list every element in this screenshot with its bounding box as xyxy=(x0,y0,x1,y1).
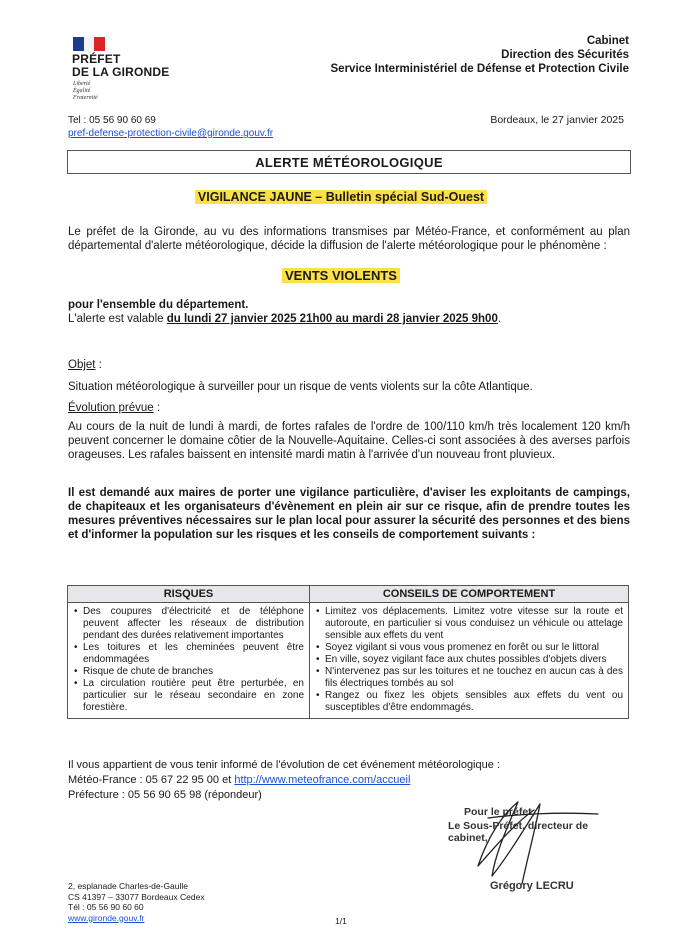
phenomenon-heading xyxy=(0,268,682,283)
alert-title-box xyxy=(67,150,631,174)
contact-phone: Tel : 05 56 90 60 69 xyxy=(68,115,156,126)
validity-line: L'alerte est valable du lundi 27 janvier 2025 21h00 au mardi 28 janvier 2025 9h00. xyxy=(68,313,502,325)
list-item: • N'intervenez pas sur les toitures et ne touchez en aucun cas à des fils électriques tombés au sol xyxy=(325,666,623,690)
signatory-name: Grégory LECRU xyxy=(490,880,574,892)
evolution-text: Au cours de la nuit de lundi à mardi, de fortes rafales de l'ordre de 100/110 km/h très localement 120 km/h peuvent concerner le domaine côtier de la Nouvelle-Aquitaine. Celles-ci sont associées à des averses parfois orageuses. Les rafales baissent en intensité mardi matin à l'arrivée d'un nouveau front pluvieux. xyxy=(68,421,630,461)
info-block xyxy=(68,758,500,803)
info-line: Il vous appartient de vous tenir informé de l'évolution de cet événement météorologique : xyxy=(68,759,500,771)
phenomenon-text: VENTS VIOLENTS xyxy=(282,268,400,283)
list-item: • Risque de chute de branches xyxy=(83,666,304,678)
validity-period: du lundi 27 janvier 2025 21h00 au mardi 28 janvier 2025 9h00 xyxy=(166,313,498,325)
handwritten-signature-icon xyxy=(448,796,618,891)
list-item: • Limitez vos déplacements. Limitez votre vitesse sur la route et autoroute, en particulier si vous conduisez un véhicule ou attelage sensible aux effets du vent xyxy=(325,606,623,642)
document-date: Bordeaux, le 27 janvier 2025 xyxy=(490,114,624,126)
vigilance-text: VIGILANCE JAUNE – Bulletin spécial Sud-Ouest xyxy=(195,190,487,204)
department-header: Cabinet Direction des Sécurités Service Interministériel de Défense et Protection Civile xyxy=(330,35,629,75)
list-item: • Soyez vigilant si vous vous promenez en forêt ou sur le littoral xyxy=(325,642,623,654)
list-item: • Les toitures et les cheminées peuvent être endommagées xyxy=(83,642,304,666)
signature-block xyxy=(448,806,628,896)
list-item: • La circulation routière peut être perturbée, en particulier sur le réseau secondaire en zone forestière. xyxy=(83,678,304,714)
marianne-flag-icon xyxy=(73,37,105,51)
list-item: • Rangez ou fixez les objets sensibles aux effets du vent ou susceptibles d'être endommagés. xyxy=(325,690,623,714)
meteo-france-line: Météo-France : 05 67 22 95 00 et http://www.meteofrance.com/accueil xyxy=(68,774,411,786)
list-item: • En ville, soyez vigilant face aux chutes possibles d'objets divers xyxy=(325,654,623,666)
scope-text: pour l'ensemble du département. xyxy=(68,299,249,311)
list-item: • Des coupures d'électricité et de téléphone peuvent affecter les réseaux de distribution pendant des durées relativement importantes xyxy=(83,606,304,642)
contact-email-link[interactable]: pref-defense-protection-civile@gironde.gouv.fr xyxy=(68,128,274,139)
republic-motto: Liberté Égalité Fraternité xyxy=(73,81,98,101)
meteo-france-link[interactable]: http://www.meteofrance.com/accueil xyxy=(234,774,411,786)
signature-line1: Pour le préfet, xyxy=(464,806,535,818)
evolution-label: Évolution prévue : xyxy=(68,402,161,414)
vigilance-heading xyxy=(0,190,682,204)
conseils-cell xyxy=(310,603,629,719)
footer-address: 2, esplanade Charles-de-Gaulle CS 41397 – 33077 Bordeaux Cedex Tél : 05 56 90 60 60 www.gironde.gouv.fr xyxy=(68,881,205,923)
intro-paragraph: Le préfet de la Gironde, au vu des informations transmises par Météo-France, et conformément au plan départemental d'alerte météorologique, décide la diffusion de l'alerte météorologique pour le phénomène : xyxy=(68,226,630,252)
risk-advice-table xyxy=(67,585,629,719)
objet-text: Situation météorologique à surveiller pour un risque de vents violents sur la côte Atlantique. xyxy=(68,381,533,393)
prefecture-phone-line: Préfecture : 05 56 90 65 98 (répondeur) xyxy=(68,789,262,801)
page-number: 1/1 xyxy=(335,916,347,926)
alert-title: ALERTE MÉTÉOROLOGIQUE xyxy=(255,154,443,170)
prefecture-logo-text: PRÉFET DE LA GIRONDE xyxy=(72,52,170,79)
website-link[interactable]: www.gironde.gouv.fr xyxy=(68,912,145,923)
objet-label: Objet : xyxy=(68,359,102,371)
mayor-instructions: Il est demandé aux maires de porter une vigilance particulière, d'aviser les exploitants de campings, de chapiteaux et les organisateurs d'évènement en plein air sur ce risque, afin de prendre toutes les mesures préventives nécessaires sur le plan local pour assurer la sécurité des personnes et des biens et d'informer la population sur les risques et les conseils de comportement suivants : xyxy=(68,487,630,541)
signature-line2: Le Sous-Préfet, directeur de cabinet, xyxy=(448,820,589,844)
risques-cell xyxy=(68,603,310,719)
scope-paragraph xyxy=(68,298,630,326)
table-header-conseils: CONSEILS DE COMPORTEMENT xyxy=(310,586,629,603)
contact-block xyxy=(68,114,273,140)
table-header-risques: RISQUES xyxy=(68,586,310,603)
